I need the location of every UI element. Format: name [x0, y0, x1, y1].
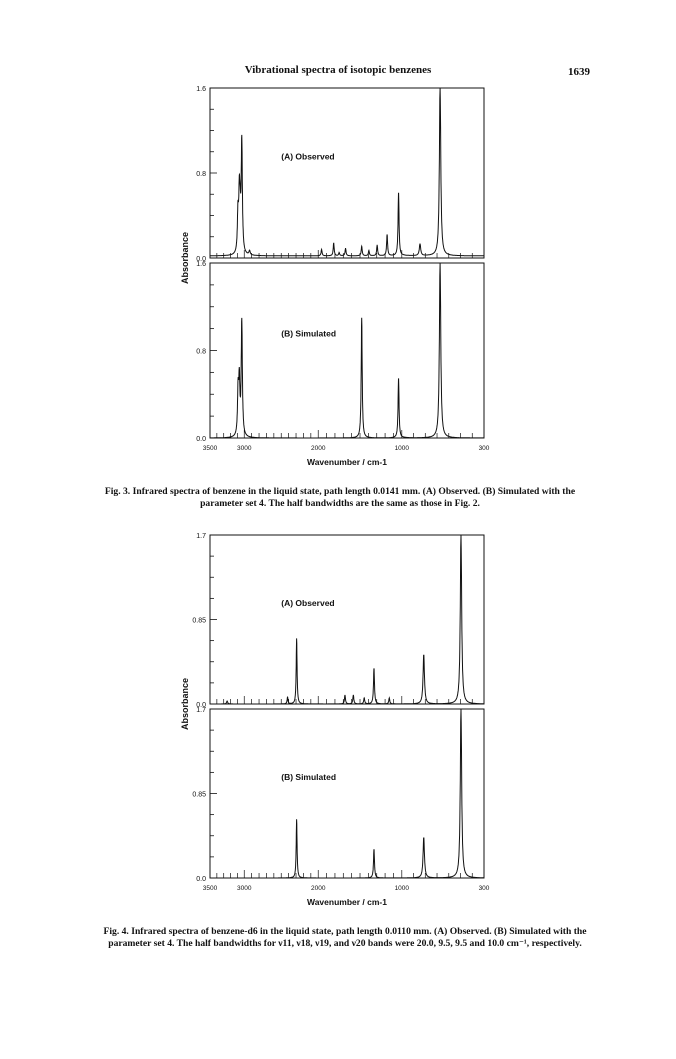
figure-4-caption	[100, 926, 590, 950]
figure-3-panel-1-frame	[210, 263, 484, 438]
figure-4-panel-1-ytick-label: 0.85	[192, 791, 206, 799]
figure-4-panel-0-label: (A) Observed	[281, 597, 335, 608]
figure-4-panel-1-spectrum-line	[210, 709, 484, 878]
figure-3-chart	[0, 80, 676, 480]
figure-4-caption-text: Infrared spectra of benzene-d6 in the liquid state, path length 0.0110 mm. (A) Observed. (B) Simulated with the parameter set 4. The half bandwidths for ν11, ν18, ν19, and ν20 bands were 20.0, 9.5, 9.5 and 10.0 cm⁻¹, respectively.	[108, 926, 587, 949]
figure-4-caption-label: Fig. 4.	[103, 926, 129, 937]
figure-3-panel-0-label: (A) Observed	[281, 151, 335, 162]
figure-4-panel-1-ytick-label: 1.7	[196, 707, 206, 714]
figure-4-y-axis-label: Absorbance	[180, 677, 190, 731]
figure-4-chart	[0, 530, 676, 930]
figure-3-panel-1-ytick-label: 0.0	[196, 436, 206, 443]
figure-4-panel-0-ytick-label: 0.85	[192, 617, 206, 625]
figure-3-panel-0-ytick-label: 0.8	[196, 171, 206, 178]
figure-4-xtick-label: 1000	[394, 885, 410, 892]
figure-3-xtick-label: 2000	[310, 445, 326, 452]
figure-4-panel-0-ytick-label: 0.0	[196, 702, 206, 709]
figure-3-y-axis-label: Absorbance	[180, 231, 190, 285]
figure-3-caption	[100, 486, 580, 510]
figure-3-panel-1-ytick-label: 0.8	[196, 348, 206, 356]
figure-3-xtick-label: 300	[478, 445, 490, 452]
figure-4-panel-0-frame	[210, 535, 484, 704]
figure-4-xtick-label: 300	[478, 885, 490, 892]
figure-4-xtick-label: 2000	[310, 885, 326, 892]
figure-4-x-axis-label: Wavenumber / cm-1	[307, 897, 387, 907]
figure-3-xtick-label: 3000	[237, 445, 252, 452]
figure-3-caption-label: Fig. 3.	[104, 486, 131, 497]
figure-3-x-axis-label: Wavenumber / cm-1	[307, 457, 387, 467]
figure-3-xtick-label: 3500	[202, 445, 218, 452]
figure-4-panel-1-frame	[210, 709, 484, 878]
figure-3-panel-0-ytick-label: 1.6	[196, 86, 206, 93]
figure-4-panel-0-ytick-label: 1.7	[196, 533, 206, 540]
figure-3-panel-0-ytick-label: 0.0	[196, 256, 206, 263]
figure-4-panel-1-label: (B) Simulated	[281, 771, 337, 782]
figure-3-panel-1-spectrum-line	[210, 263, 484, 438]
figure-3-panel-0-frame	[210, 88, 484, 258]
figure-3-panel-1-ytick-label: 1.6	[196, 261, 206, 268]
figure-4-xtick-label: 3000	[237, 885, 252, 892]
figure-4-panel-1-ytick-label: 0.0	[196, 876, 206, 883]
page-number: 1639	[568, 66, 590, 78]
running-title: Vibrational spectra of isotopic benzenes	[244, 64, 432, 76]
figure-3-caption-text: Infrared spectra of benzene in the liquid state, path length 0.0141 mm. (A) Observed. (B) Simulated with the parameter set 4. The half bandwidths are the same as those in Fig. 2.	[132, 486, 576, 509]
figure-4-xtick-label: 3500	[202, 885, 218, 892]
figure-3-panel-0-spectrum-line	[210, 88, 484, 256]
figure-3-panel-1-label: (B) Simulated	[281, 328, 337, 339]
figure-4-panel-0-spectrum-line	[210, 535, 484, 704]
figure-3-xtick-label: 1000	[394, 445, 410, 452]
